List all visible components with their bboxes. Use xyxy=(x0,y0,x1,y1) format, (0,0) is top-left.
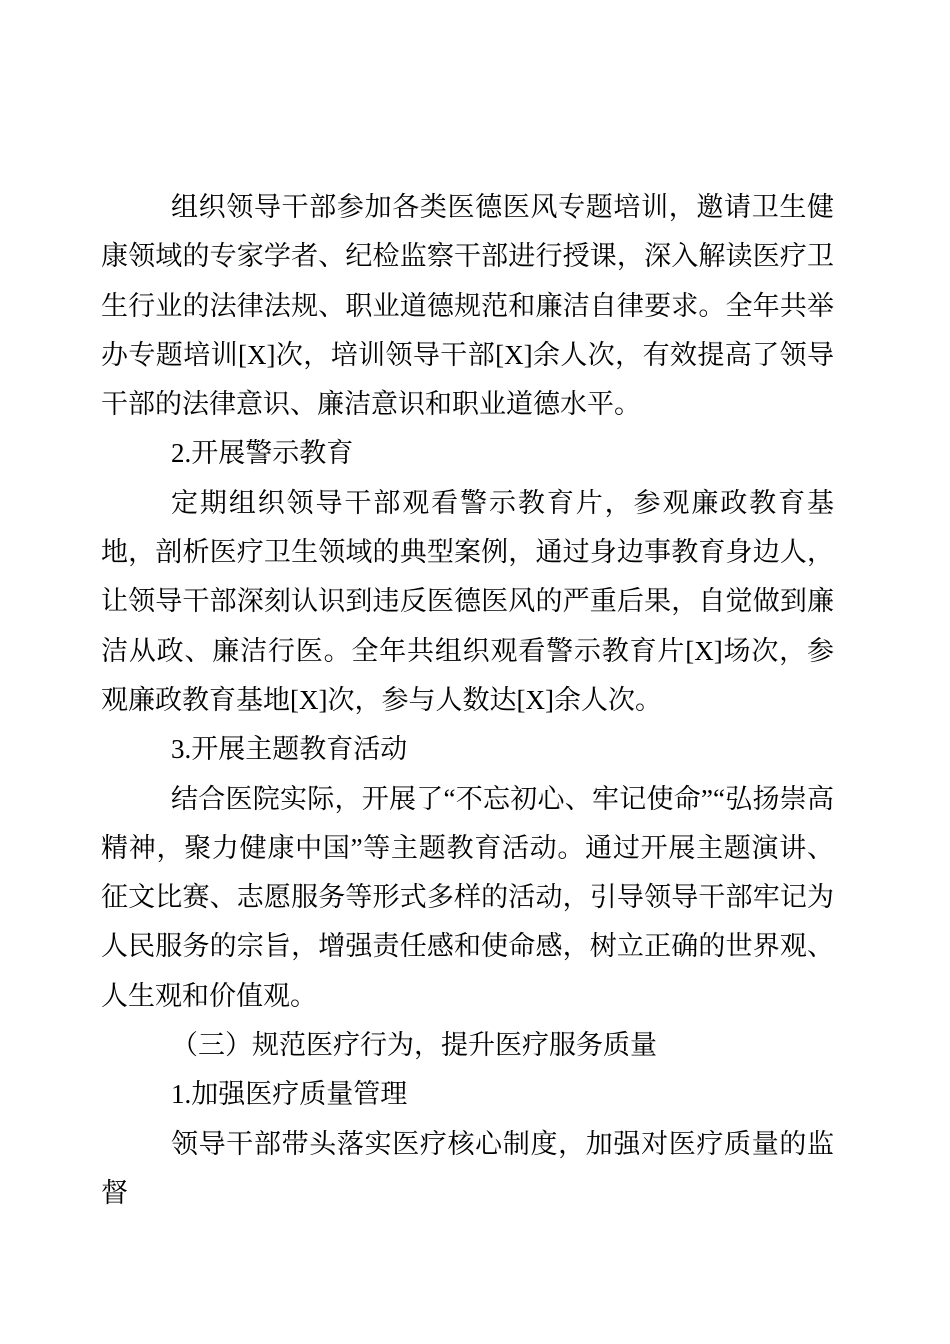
paragraph-medical-quality: 领导干部带头落实医疗核心制度，加强对医疗质量的监督 xyxy=(101,1128,834,1208)
heading-theme-education: 3.开展主题教育活动 xyxy=(171,734,408,765)
paragraph-theme-education: 结合医院实际，开展了“不忘初心、牢记使命”“弘扬崇高精神，聚力健康中国”等主题教育活动。通过开展主题演讲、征文比赛、志愿服务等形式多样的活动，引导领导干部牢记为人民服务的宗旨，增强责任感和使命感，树立正确的世界观、人生观和价值观。 xyxy=(101,783,834,1011)
heading-medical-quality: 1.加强医疗质量管理 xyxy=(171,1079,408,1110)
paragraph-medical-ethics-training: 组织领导干部参加各类医德医风专题培训，邀请卫生健康领域的专家学者、纪检监察干部进行授课，深入解读医疗卫生行业的法律法规、职业道德规范和廉洁自律要求。全年共举办专题培训[X]次，培训领导干部[X]余人次，有效提高了领导干部的法律意识、廉洁意识和职业道德水平。 xyxy=(101,192,834,420)
heading-warning-education: 2.开展警示教育 xyxy=(171,438,354,469)
paragraph-warning-education: 定期组织领导干部观看警示教育片，参观廉政教育基地，剖析医疗卫生领域的典型案例，通过身边事教育身边人，让领导干部深刻认识到违反医德医风的严重后果，自觉做到廉洁从政、廉洁行医。全年共组织观看警示教育片[X]场次，参观廉政教育基地[X]次，参与人数达[X]余人次。 xyxy=(101,487,834,715)
heading-section-three: （三）规范医疗行为，提升医疗服务质量 xyxy=(171,1030,657,1061)
document-body xyxy=(101,183,834,1218)
